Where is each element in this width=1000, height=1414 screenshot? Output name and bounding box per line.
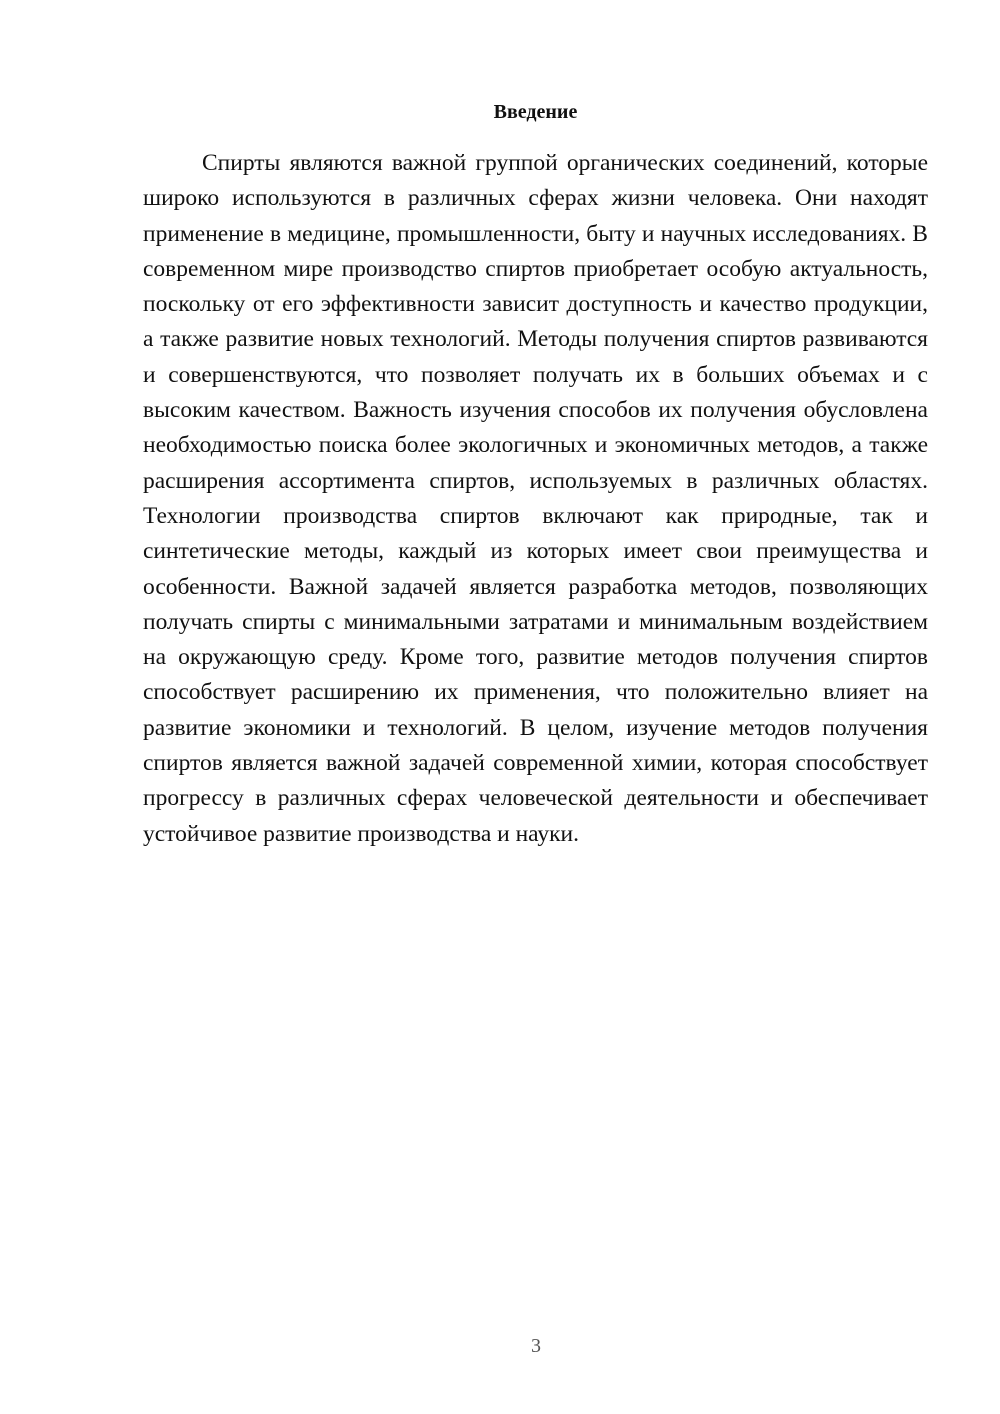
body-paragraph: Спирты являются важной группой органических соединений, которые широко используются в различных сферах жизни человека. Они находят применение в медицине, промышленности, быту и научных исследованиях. В современном мире производство спиртов приобретает особую актуальность, поскольку от его эффективности зависит доступность и качество продукции, а также развитие новых технологий. Методы получения спиртов развиваются и совершенствуются, что позволяет получать их в больших объемах и с высоким качеством. Важность изучения способов их получения обусловлена необходимостью поиска более экологичных и экономичных методов, а также расширения ассортимента спиртов, используемых в различных областях. Технологии производства спиртов включают как природные, так и синтетические методы, каждый из которых имеет свои преимущества и особенности. Важной задачей является разработка методов, позволяющих получать спирты с минимальными затратами и минимальным воздействием на окружающую среду. Кроме того, развитие методов получения спиртов способствует расширению их применения, что положительно влияет на развитие экономики и технологий. В целом, изучение методов получения спиртов является важной задачей современной химии, которая способствует прогрессу в различных сферах человеческой деятельности и обеспечивает устойчивое развитие производства и науки. bbox=[143, 150, 928, 847]
page-number: 3 bbox=[531, 1335, 541, 1357]
section-heading: Введение bbox=[493, 101, 578, 123]
